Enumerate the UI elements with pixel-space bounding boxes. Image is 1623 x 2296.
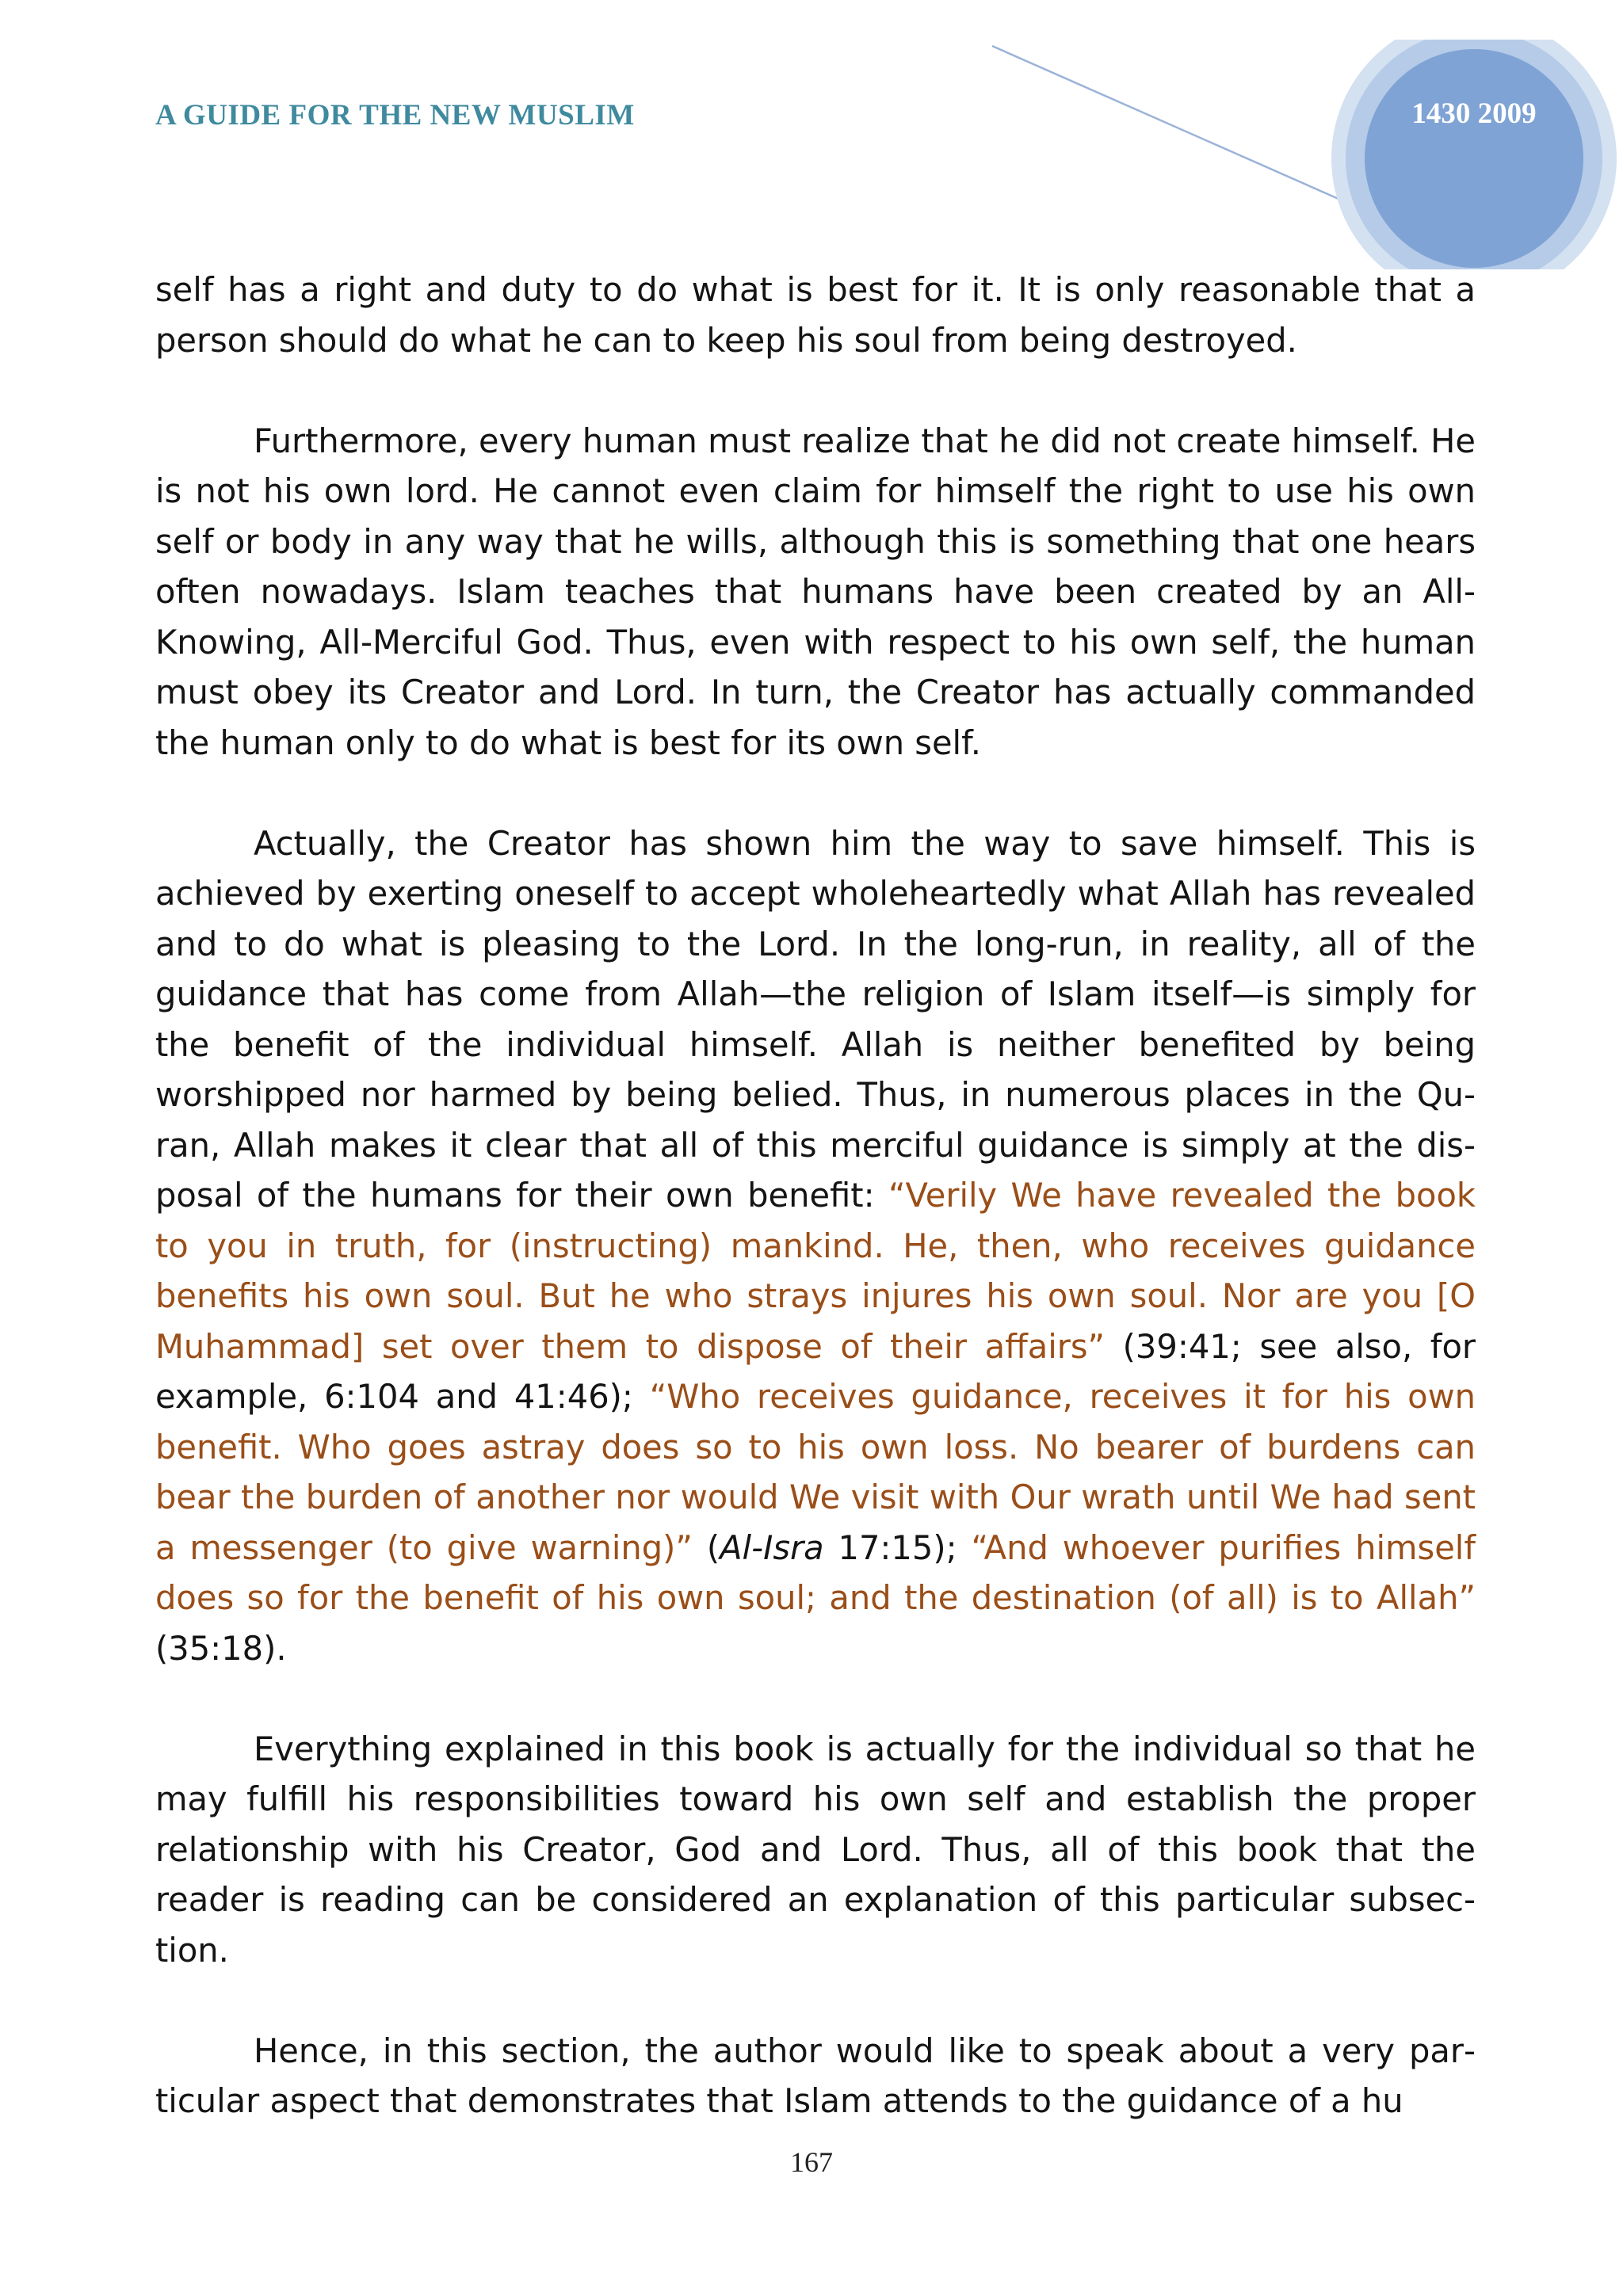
- running-header-title: A GUIDE FOR THE NEW MUSLIM: [155, 99, 635, 132]
- running-header-year: 1430 2009: [1411, 97, 1537, 130]
- reference-35-18: (35:18).: [155, 1628, 287, 1668]
- header-circle-decoration: [983, 40, 1623, 269]
- page-body: [155, 265, 1476, 2176]
- reference-39-41: (39:41; see also, for example, 6:104 and 41:46);: [155, 1326, 1476, 1416]
- paragraph-1: self has a right and duty to do what is best for it. It is only reasonable that a person should do what he can to keep his soul from being destroyed.: [155, 270, 1476, 360]
- paragraph-4: Everything explained in this book is actually for the individual so that he may fulfill his responsibilities toward his own self and establish the proper relationship with his Creator, God and Lord. Thus, all of this book that the reader is reading can be considered an explanation of this particular subsection.: [155, 1729, 1476, 1970]
- quran-quote-17-15: “Who receives guidance, receives it for his own benefit. Who goes astray does so to his own loss. No bearer of burdens can bear the burden of another nor would We visit with Our wrath until We had sent a messenger (to give warning)”: [155, 1377, 1476, 1567]
- quran-quote-35-18: “And whoever purifies himself does so for the benefit of his own soul; and the destination (of all) is to Allah”: [155, 1527, 1476, 1617]
- surah-name-al-isra: Al-Isra: [720, 1527, 824, 1567]
- paragraph-3-intro: Actually, the Creator has shown him the way to save himself. This is achieved by exerting oneself to accept wholeheartedly what Allah has revealed and to do what is pleasing to the Lord. In the long-run, in reality, all of the guidance that has come from Allah—the religion of Islam itself—is simply for the benefit of the individual himself. Allah is neither benefited by being worshipped nor harmed by being belied. Thus, in numerous places in the Quran, Allah makes it clear that all of this merciful guidance is simply at the disposal of the humans for their own benefit:: [155, 823, 1476, 1215]
- paragraph-5: Hence, in this section, the author would like to speak about a very particular aspect that demonstrates that Islam attends to the guidance of a hu: [155, 2031, 1476, 2120]
- paragraph-2: Furthermore, every human must realize that he did not create himself. He is not his own lord. He cannot even claim for himself the right to use his own self or body in any way that he wills, although this is something that one hears often nowadays. Islam teaches that humans have been created by an All-Knowing, All-Merciful God. Thus, even with respect to his own self, the human must obey its Creator and Lord. In turn, the Creator has actually commanded the human only to do what is best for its own self.: [155, 421, 1476, 762]
- reference-17-15: 17:15);: [823, 1527, 972, 1567]
- reference-open: (: [692, 1527, 720, 1567]
- paragraph-3: [155, 818, 1476, 1674]
- page-number: 167: [790, 2146, 833, 2178]
- quran-quote-39-41: “Verily We have revealed the book to you in truth, for (instructing) mankind. He, then, who receives guidance benefits his own soul. But he who strays injures his own soul. Nor are you [O Muhammad] set over them to dispose of their affairs”: [155, 1176, 1476, 1366]
